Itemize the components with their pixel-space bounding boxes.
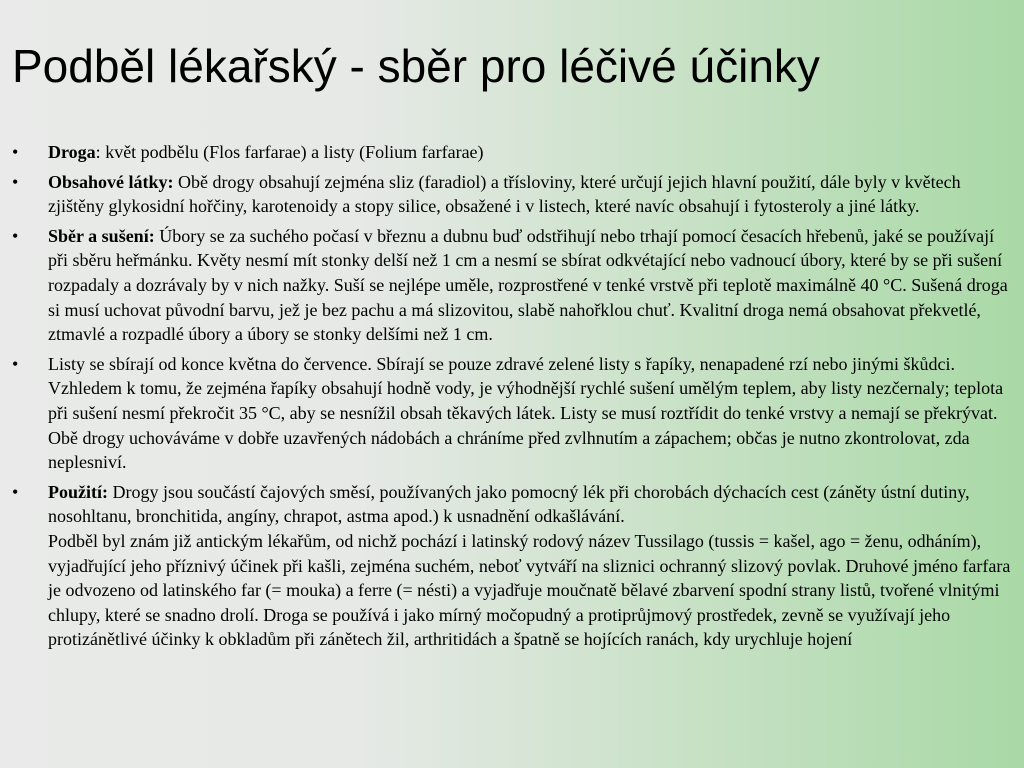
item-text: květ podbělu (Flos farfarae) a listy (Folium farfarae) — [105, 142, 484, 162]
list-item-obsahove-latky — [12, 170, 1012, 219]
bullet-icon: • — [12, 353, 19, 374]
item-text-continuation: Podběl byl znám již antickým lékařům, od nichž pochází i latinský rodový název Tussilago (tussis = kašel, ago = ženu, odháním), vyjadřující jeho příznivý účinek při kašli, zejména suchém, neboť vytváří na sliznici ochranný slizový povlak. Druhové jméno farfara je odvozeno od latinského far (= mouka) a ferre (= nésti) a vyjadřuje moučnatě bělavé zbarvení spodní strany listů, tvořené vlnitými chlupy, které se snadno drolí. Droga se používá i jako mírný močopudný a protiprůjmový prostředek, zevně se využívají jeho protizánětlivé účinky k obkladům při zánětech žil, arthritidách a špatně se hojících ranách, kdy urychluje hojení — [48, 530, 1011, 650]
list-item-pouziti — [12, 480, 1012, 652]
item-text: Listy se sbírají od konce května do července. Sbírají se pouze zdravé zelené listy s řapíky, nenapadené rzí nebo jinými škůdci. Vzhledem k tomu, že zejména řapíky obsahují hodně vody, je výhodnější rychlé sušení umělým teplem, aby listy nezčernaly; teplota při sušení nesmí překročit 35 °C, aby se nesnížil obsah těkavých látek. Listy se musí roztřídit do tenké vrstvy a nemají se překrývat. Obě drogy uchováváme v dobře uzavřených nádobách a chráníme před zvlhnutím a zápachem; občas je nutno zkontrolovat, zda neplesniví. — [48, 353, 1004, 473]
item-separator: : — [95, 142, 106, 162]
bullet-icon: • — [12, 171, 19, 192]
item-text: Drogy jsou součástí čajových směsí, používaných jako pomocný lék při chorobách dýchacích cest (záněty ústní dutiny, nosohltanu, bronchitida, angíny, chrapot, astma apod.) k usnadnění odkašlávání. — [48, 481, 970, 527]
list-item-sber-a-suseni — [12, 224, 1012, 347]
item-label: Sběr a sušení: — [48, 225, 155, 246]
bullet-icon: • — [12, 225, 19, 246]
list-item-droga — [12, 140, 1012, 165]
list-item-listy — [12, 352, 1012, 475]
bullet-icon: • — [12, 142, 19, 162]
slide-title: Podběl lékařský - sběr pro léčivé účinky — [12, 40, 820, 92]
bullet-icon: • — [12, 481, 19, 502]
item-label: Použití: — [48, 481, 108, 502]
bullet-list — [12, 140, 1012, 657]
item-label: Obsahové látky: — [48, 171, 174, 192]
item-text: Úbory se za suchého počasí v březnu a dubnu buď odstřihují nebo trhají pomocí česacích hřebenů, jaké se používají při sběru heřmánku. Květy nesmí mít stonky delší než 1 cm a nesmí se sbírat odkvétající nebo vadnoucí úbory, které by se při sušení rozpadaly a dozrávaly by v nich nažky. Suší se nejlépe uměle, rozprostřené v tenké vrstvě při teplotě maximálně 40 °C. Sušená droga si musí uchovat původní barvu, jež je bez pachu a má slizovitou, slabě nahořklou chuť. Kvalitní droga nemá obsahovat překvetlé, ztmavlé a rozpadlé úbory a úbory se stonky delšími než 1 cm. — [48, 225, 1008, 345]
item-label: Droga — [48, 142, 96, 162]
item-text: Obě drogy obsahují zejména sliz (faradiol) a třísloviny, které určují jejich hlavní použití, dále byly v květech zjištěny glykosidní hořčiny, karotenoidy a stopy silice, obsažené i v listech, které navíc obsahují i fytosteroly a jiné látky. — [48, 171, 961, 217]
